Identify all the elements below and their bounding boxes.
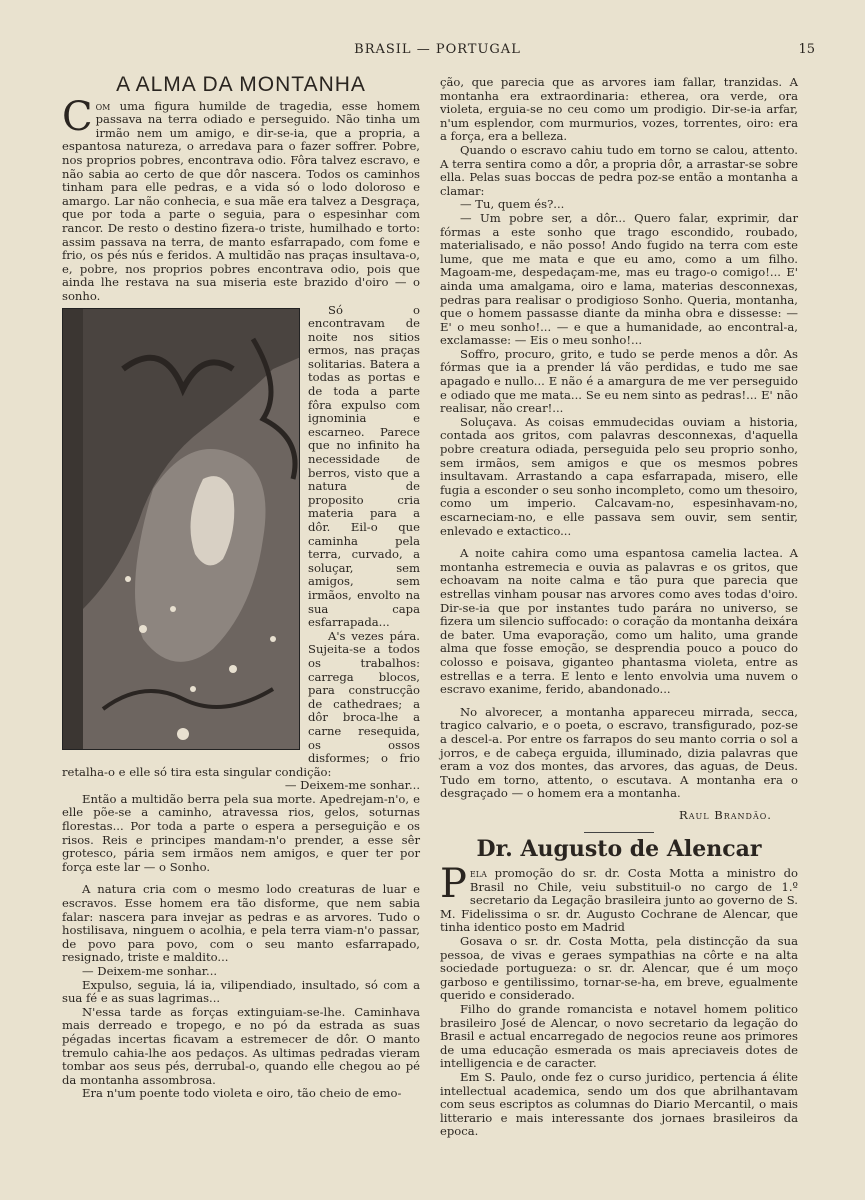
article1-right-4: Soffro, procuro, grito, e tudo se perde menos a dôr. As fórmas que ia a prender lá vão perdidas, e tudo me sae apagado e nullo... E não é a amargura de me ver perseguido e odiado que me mata... Se eu nem sinto as pedras!... E' não realisar, não crear!... [440,346,798,416]
article1-para-4: Então a multidão berra pela sua morte. Apedrejam-n'o, e elle põe-se a caminho, atravessa rios, gelos, soturnas florestas... Por toda a parte o espera a perseguição e os risos. Reis e principes mandam-n'o prender, a esse sêr grotesco, pária sem irmãos nem amigos, e quer ter por força este lar — o Sonho. [62,791,420,874]
article1-right-7: A noite cahira como uma espantosa camelia lactea. A montanha estremecia e ouvia as palavras e os gritos, que echoavam na noite calma e tão pura que parecia que estrellas vinham pousar nas arvores como aves todas d'oiro. Dir-se-ia que por instantes tudo parára no universo, se fizera um silencio suffocado: o coração da montanha deixára de bater. Uma evaporação, como um halito, uma grande alma que fosse emoção, se desprendia pouco a pouco do colosso e poisava, giganteo phantasma violeta, entre as estrellas e a terra. E lento e lento envolvia uma nuvem o escravo exanime, ferido, abandonado... [440,546,798,697]
article2-para-2: Filho do grande romancista e notavel homem politico brasileiro José de Alencar, o novo secretario da legação do Brasil e actual encarregado de negocios reune aos primores de uma educação esmerada os mais apreciaveis dotes de intelligencia e de caracter. [440,1002,798,1071]
article1-para-9: N'essa tarde as forças extinguiam-se-lhe. Caminhava mais derreado e tropego, e no pó da estrada as suas pégadas incertas ficavam a estremecer de dôr. O manto tremulo cahia-lhe aos pedaços. As ultimas pedradas vieram tombar aos seus pés, derrubal-o, quando elle chegou ao pé da montanha assombrosa. [62,1004,420,1087]
illustration [62,308,300,750]
article2-title: Dr. Augusto de Alencar [476,836,762,863]
signature: Raul Brandão. [678,807,772,822]
article1-right-0: ção, que parecia que as arvores iam fallar, tranzidas. A montanha era extraordinaria: etherea, ora verde, ora violeta, erguia-se no ceu como um prodigio. Dir-se-ia arfar, n'um esplendor, com murmurios, vozes, torrentes, oiro: era a força, era a belleza. [440,75,798,144]
article1-right-2: — Tu, quem és?... [460,197,565,212]
left-column [62,73,420,1101]
article1-para-0: Com uma figura humilde de tragedia, esse homem passava na terra odiado e perseguido. Não tinha um irmão nem um amigo, e dir-se-ia, que a propria, a espantosa natureza, o arredava para o fazer soffrer. Pobre, nos proprios pobres, encontrava odio. Fôra talvez escravo, e não sabia ao certo de que dôr nascera. Todos os caminhos tinham para elle pedras, e a vida só o lodo doloroso e amargo. Lar não conhecia, e sua mãe era talvez a Desgraça, que por toda a parte o seguia, para o espesinhar com rancor. De resto o destino fizera-o triste, humilhado e torto: assim passava na terra, de manto esfarrapado, com fome e frio, os pés nús e feridos. A multidão nas praças insultava-o, e, pobre, nos proprios pobres encontrava odio, pois que ainda lhe restava na sua miseria este brazido d'oiro — o sonho. [62,93,420,303]
page-number: 15 [798,42,815,57]
first-words-2: ela [469,866,487,881]
running-title: BRASIL — PORTUGAL [354,42,521,57]
divider [584,832,654,833]
article1-para-6: A natura cria com o mesmo lodo creaturas de luar e escravos. Esse homem era tão disforme, que nem sabia falar: nascera para invejar as pedras e as arvores. Tudo o hostilisava, ninguem o acolhia, e pela terra viam-n'o passar, de povo para povo, com o seu manto esfarrapado, resignado, triste e maldito... [62,882,420,965]
article1-para-1: Só o encontravam de noite nos sitios ermos, nas praças solitarias. Batera a todas as portas e de toda a parte fôra expulso com ignominia e escarneo. Parece que no infinito ha necessidade de berros, visto que a natura de proposito cria materia para a dôr. Eil-o que caminha pela terra, curvado, a soluçar, sem amigos, sem irmãos, envolto na sua capa esfarrapada... [62,304,420,630]
article1-title: A ALMA DA MONTANHA [116,73,366,96]
article1-right-5: Soluçava. As coisas emmudecidas ouviam a historia, contada aos gritos, com palavras desconnexas, d'aquella pobre creatura odiada, perseguida pelo seu proprio sonho, sem irmãos, sem amigos e que os mesmos pobres insultavam. Arrastando a capa esfarrapada, misero, elle fugia a esconder o seu sonho incompleto, como um thesoiro, como um imperio. Calcavam-no, espesinhavam-no, escarneciam-no, e elle passava sem ouvir, sem sentir, enlevado e extactico... [440,414,798,538]
right-column [440,76,798,1139]
article1-para-7: — Deixem-me sonhar... [82,964,218,978]
article1-para-3: — Deixem-me sonhar... [284,778,420,793]
article1-para-8: Expulso, seguia, lá ia, vilipendiado, insultado, só com a sua fé e as suas lagrimas... [62,977,420,1006]
drop-cap: C [62,93,93,140]
article2-para-0: Pela promoção do sr. dr. Costa Motta a ministro do Brasil no Chile, veiu substituil-o no cargo de 1.º secretario da Legação brasileira junto ao governo de S. M. Fidelissima o sr. dr. Augusto Cochrane de Alencar, que tinha identico posto em Madrid [440,861,798,935]
article1-right-9: No alvorecer, a montanha appareceu mirrada, secca, tragico calvario, e o poeta, o escravo, transfigurado, poz-se a descel-a. Por entre os farrapos do seu manto corria o sol a jorros, e de cabeça erguida, illuminado, dizia palavras que eram a voz dos montes, das arvores, das aguas, de Deus. Tudo em torno, attento, o escutava. A montanha era o desgraçado — o homem era a montanha. [440,704,798,801]
drop-cap-2: P [440,861,467,908]
page-header [60,42,815,60]
article2-para-1: Gosava o sr. dr. Costa Motta, pela distincção da sua pessoa, de vivas e geraes sympathias na côrte e na alta sociedade portugueza: o sr. dr. Alencar, que é um moço garboso e gentilissimo, tornar-se-ha, em breve, egualmente querido e considerado. [440,934,798,1003]
article1-right-1: Quando o escravo cahiu tudo em torno se calou, attento. A terra sentira como a dôr, a propria dôr, a arrastar-se sobre ella. Pelas suas boccas de pedra poz-se então a montanha a clamar: [440,142,798,198]
article2-para-3: Em S. Paulo, onde fez o curso juridico, pertencia á élite intellectual academica, sendo um dos que abrilhantavam com seus escriptos as columnas do Diario Mercantil, o mais litterario e mais interessante dos jornaes brasileiros da epoca. [440,1069,798,1139]
first-words: om [95,98,111,113]
article1-right-3: — Um pobre ser, a dôr... Quero falar, exprimir, dar fórmas a este sonho que trago escondido, roubado, materialisado, e não posso! Ando fugido na terra com este lume, que me mata e que eu amo, como a um filho. Magoam-me, despedaçam-me, mas eu trago-o comigo!... E' ainda uma amalgama, oiro e lama, materias desconnexas, pedras para realisar o prodigioso Sonho. Queria, montanha, que o homem passasse diante da minha obra e dissesse: — E' o meu sonho!... — e que a humanidade, ao encontral-a, exclamasse: — Eis o meu sonho!... [440,210,798,348]
mountain-spirit-engraving-icon [83,309,300,749]
article1-para-10: Era n'um poente todo violeta e oiro, tão cheio de emo- [82,1086,402,1101]
article1-para-2: A's vezes pára. Sujeita-se a todos os trabalhos: carrega blocos, para construcção de cathedraes; a dôr broca-lhe a carne resequida, os ossos disformes; o frio retalha-o e elle só tira esta singular condição: [62,628,420,779]
